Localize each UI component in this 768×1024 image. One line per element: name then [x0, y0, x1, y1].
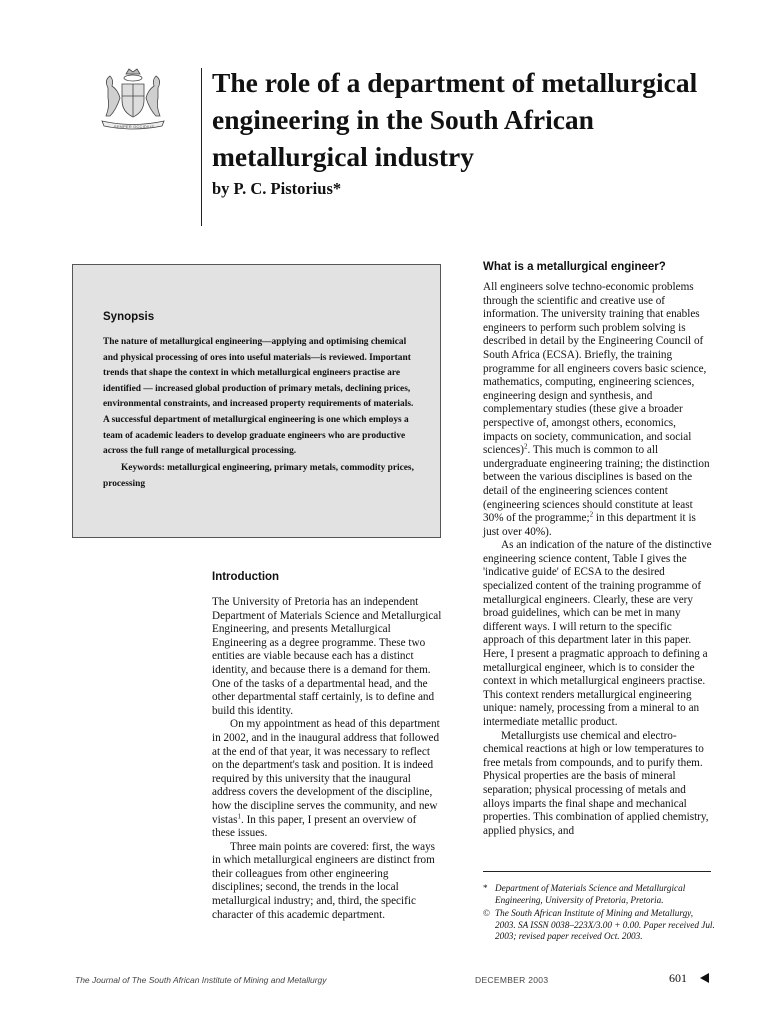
introduction-heading: Introduction [212, 571, 280, 583]
crest-motto: SEMPER OCCIDIUS [113, 124, 155, 129]
what-is-heading: What is a metallurgical engineer? [483, 261, 666, 273]
intro-paragraph: The University of Pretoria has an independent Department of Materials Science and Metallurgical Engineering, and presents Metallurgical Engineering as a degree programme. These two entities are viable because each has a distinct identity, and because there is a demand for them. One of the tasks of a departmental head, and the other departmental staff certainly, is to define and build this identity. [212, 596, 442, 717]
introduction-body [212, 596, 442, 922]
footnote-affiliation: * Department of Materials Science and Metallurgical Engineering, University of Pretoria, Pretoria. [483, 883, 686, 905]
left-arrow-icon [700, 973, 709, 983]
what-is-paragraph: All engineers solve techno-economic problems through the scientific and creative use of information. The university training that enables engineers to perform such problem solving is described in detail by the Engineering Council of South Africa (ECSA). Briefly, the training programme for all engineers covers basic science, mathematics, computing, engineering sciences, engineering design and synthesis, and complementary studies (these give a broader perspective of, amongst others, economics, impacts on society, communication, and social sciences)$^2$. This much is common to all undergraduate engineering training; the distinction between the various disciplines is based on the detail of the engineering sciences content (engineering sciences should constitute at least 30% of the programme;$^2$ in this department it is just over 40%). [483, 281, 710, 538]
synopsis-text: The nature of metallurgical engineering—applying and optimising chemical and physical processing of ores into useful materials—is reviewed. Important trends that shape the context in which metallurgical engineers practise are identified — increased global production of primary metals, declining prices, environmental constraints, and increased property requirements of materials. A successful department of metallurgical engineering is one which employs a team of academic leaders to develop graduate engineers who are productive across the full range of metallurgical processing. [103, 337, 414, 457]
synopsis-keywords: Keywords: metallurgical engineering, primary metals, commodity prices, processing [103, 463, 414, 489]
reference-marker: 2 [589, 510, 594, 519]
page-title: The role of a department of metallurgical engineering in the South African metallurgical industry [212, 67, 698, 172]
reference-marker: 2 [524, 442, 528, 451]
author-line: by P. C. Pistorius* [212, 179, 342, 198]
reference-marker: 1 [237, 811, 241, 820]
synopsis-box [72, 264, 441, 538]
footnotes [483, 883, 715, 945]
page-number: 601 [669, 971, 687, 985]
footer-journal-name: The Journal of The South African Institute of Mining and Metallurgy [75, 975, 327, 985]
coat-of-arms-icon [96, 66, 170, 132]
intro-paragraph: On my appointment as head of this department in 2002, and in the inaugural address that followed at the end of that year, it was necessary to reflect on the department's task and position. It is indeed required by this university that the inaugural address covers the development of the discipline, how the discipline serves the community, and new vistas$^1$. In this paper, I present an overview of these issues. [212, 718, 440, 840]
footnote-copyright: © The South African Institute of Mining and Metallurgy, 2003. SA ISSN 0038–223X/3.00 + 0.00. Paper received Jul. 2003; revised paper received Oct. 2003. [483, 908, 715, 942]
footer-date: DECEMBER 2003 [475, 975, 549, 985]
title-rule [201, 68, 202, 226]
what-is-body [483, 281, 713, 838]
footnote-rule [483, 871, 711, 872]
intro-paragraph: Three main points are covered: first, the ways in which metallurgical engineers are distinct from their colleagues from other engineering disciplines; second, the trends in the local metallurgical industry; and, third, the specific character of this academic department. [212, 840, 436, 921]
what-is-paragraph: As an indication of the nature of the distinctive engineering science content, Table I gives the 'indicative guide' of ECSA to the desired specialized content of the training programme of metallurgical engineers. Clearly, these are very broad guidelines, which can be met in many different ways. I will return to the specific approach of this department later in this paper. Here, I present a pragmatic approach to defining a metallurgical engineer, which is to consider the context in which metallurgical engineers practise. This context renders metallurgical engineering unique: namely, processing from a mineral to an intermediate metallic product. [483, 539, 712, 728]
what-is-paragraph: Metallurgists use chemical and electro-chemical reactions at high or low temperatures to free metals from compounds, and to purify them. Physical properties are the basis of mineral separation; physical processing of metals and alloys imparts the final shape and mechanical properties. This combination of applied chemistry, applied physics, and [483, 729, 709, 837]
synopsis-heading: Synopsis [103, 311, 155, 323]
